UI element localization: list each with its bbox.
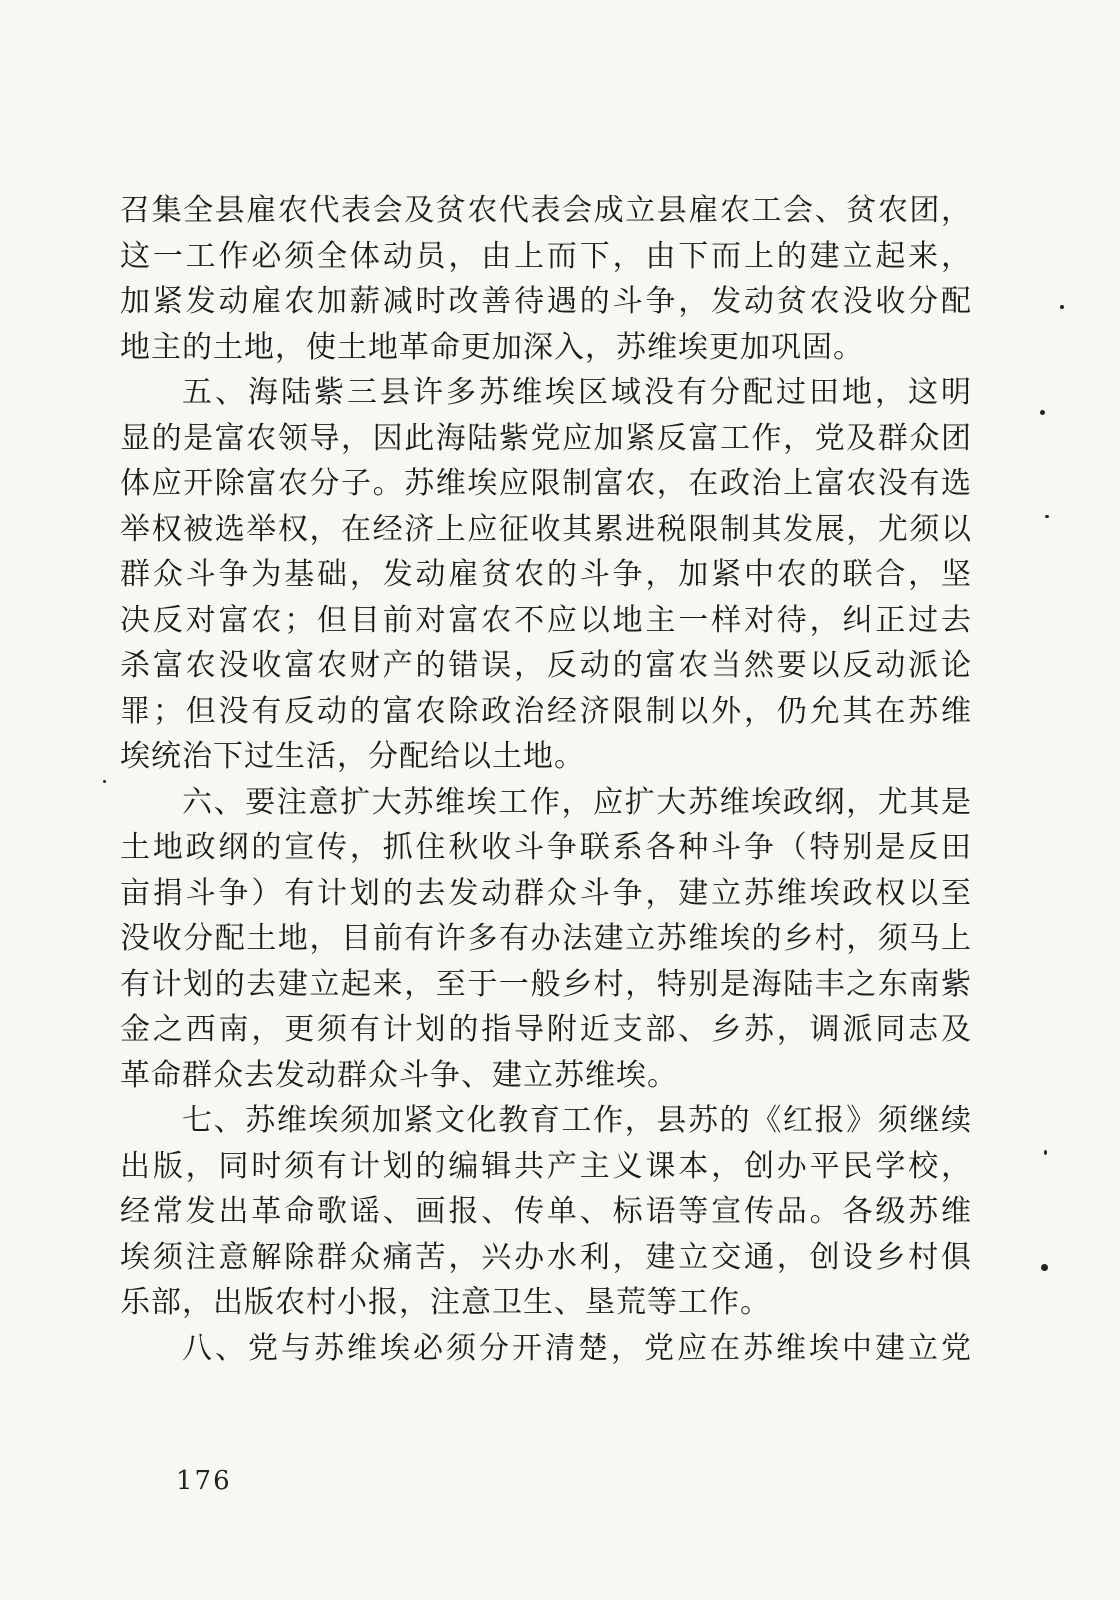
text-line: 革命群众去发动群众斗争、建立苏维埃。 bbox=[120, 1057, 678, 1093]
text-line: 决反对富农；但目前对富农不应以地主一样对待，纠正过去 bbox=[120, 602, 972, 638]
text-line: 这一工作必须全体动员，由上而下，由下而上的建立起来， bbox=[120, 238, 972, 274]
text-line: 土地政纲的宣传，抓住秋收斗争联系各种斗争（特别是反田 bbox=[120, 830, 972, 865]
paragraph-5-start: 五、海陆紫三县许多苏维埃区域没有分配过田地，这明 bbox=[182, 375, 972, 410]
text-line: 金之西南，更须有计划的指导附近支部、乡苏，调派同志及 bbox=[120, 1012, 972, 1047]
scan-speck bbox=[103, 780, 106, 783]
scan-speck bbox=[1045, 515, 1049, 518]
text-line: 召集全县雇农代表会及贫农代表会成立县雇农工会、贫农团， bbox=[120, 193, 972, 228]
text-line: 亩捐斗争）有计划的去发动群众斗争，建立苏维埃政权以至 bbox=[120, 875, 972, 911]
text-line: 体应开除富农分子。苏维埃应限制富农，在政治上富农没有选 bbox=[120, 466, 972, 501]
text-line: 乐部，出版农村小报，注意卫生、垦荒等工作。 bbox=[120, 1285, 771, 1320]
scan-speck bbox=[1044, 1150, 1047, 1155]
scan-speck bbox=[1040, 410, 1045, 415]
text-line: 没收分配土地，目前有许多有办法建立苏维埃的乡村，须马上 bbox=[120, 921, 972, 956]
text-line: 举权被选举权，在经济上应征收其累进税限制其发展，尤须以 bbox=[120, 511, 972, 547]
text-line: 有计划的去建立起来，至于一般乡村，特别是海陆丰之东南紫 bbox=[120, 966, 972, 1002]
paragraph-7-start: 七、苏维埃须加紧文化教育工作，县苏的《红报》须继续 bbox=[182, 1103, 972, 1138]
text-line: 群众斗争为基础，发动雇贫农的斗争，加紧中农的联合，坚 bbox=[120, 557, 972, 592]
body-text bbox=[120, 188, 972, 1371]
page-number: 176 bbox=[176, 1466, 232, 1496]
text-line: 出版，同时须有计划的编辑共产主义课本，创办平民学校， bbox=[120, 1148, 972, 1184]
text-line: 埃须注意解除群众痛苦，兴办水利，建立交通，创设乡村俱 bbox=[120, 1239, 972, 1275]
paragraph-6-start: 六、要注意扩大苏维埃工作，应扩大苏维埃政纲，尤其是 bbox=[182, 784, 972, 820]
text-line: 加紧发动雇农加薪减时改善待遇的斗争，发动贫农没收分配 bbox=[120, 284, 972, 319]
text-line: 经常发出革命歌谣、画报、传单、标语等宣传品。各级苏维 bbox=[120, 1194, 972, 1229]
text-line: 显的是富农领导，因此海陆紫党应加紧反富工作，党及群众团 bbox=[120, 420, 972, 456]
text-line: 埃统治下过生活，分配给以土地。 bbox=[120, 739, 585, 774]
scan-speck bbox=[1060, 305, 1064, 309]
paragraph-8-start: 八、党与苏维埃必须分开清楚，党应在苏维埃中建立党 bbox=[182, 1330, 972, 1366]
scan-speck bbox=[1041, 1264, 1048, 1271]
text-line: 罪；但没有反动的富农除政治经济限制以外，仍允其在苏维 bbox=[120, 693, 972, 729]
text-line: 杀富农没收富农财产的错误，反动的富农当然要以反动派论 bbox=[120, 648, 972, 683]
text-line: 地主的土地，使土地革命更加深入，苏维埃更加巩固。 bbox=[120, 329, 864, 365]
